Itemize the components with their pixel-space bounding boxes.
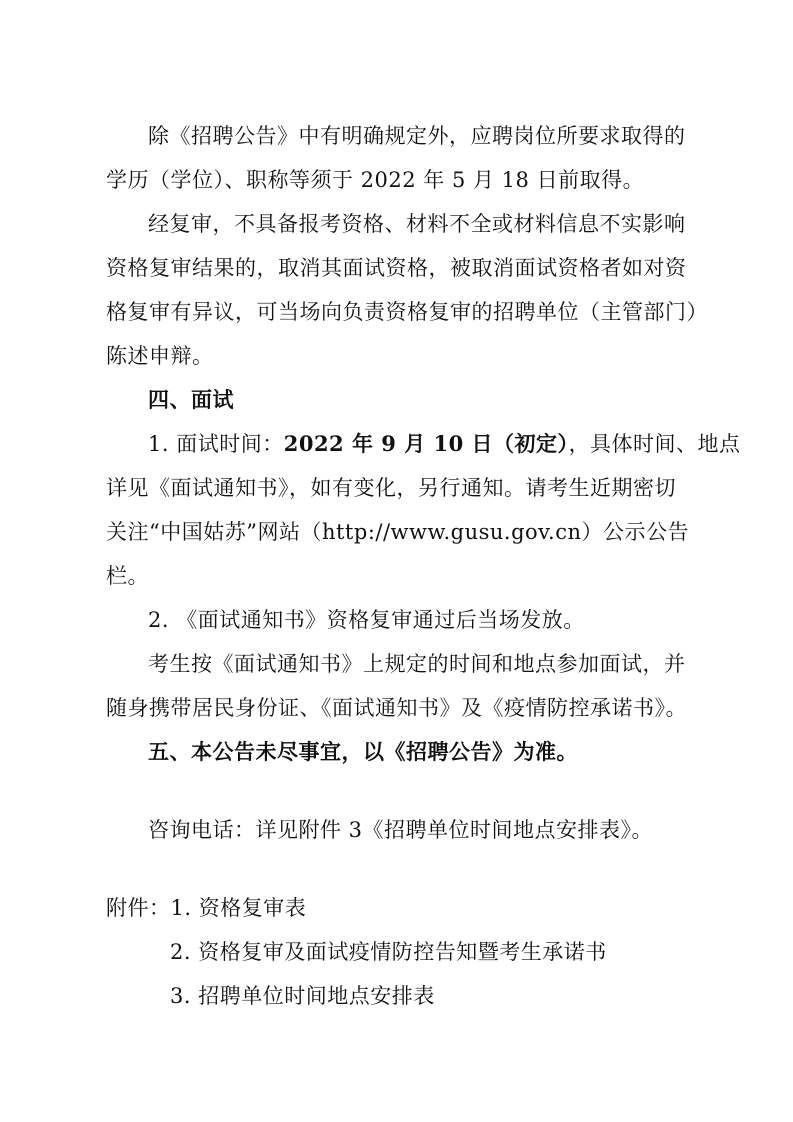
section-interview-heading: 四、面试 <box>148 388 234 412</box>
section-five-heading: 五、本公告未尽事宜，以《招聘公告》为准。 <box>148 740 578 764</box>
interview-date: 2022 年 9 月 10 日（初定） <box>283 431 569 456</box>
para-review-line-1: 经复审，不具备报考资格、材料不全或材料信息不实影响 <box>148 212 686 236</box>
attachment-item: 2. 资格复审及面试疫情防控告知暨考生承诺书 <box>170 940 607 964</box>
interview-item-2: 2. 《面试通知书》资格复审通过后当场发放。 <box>148 608 585 632</box>
consult-phone: 咨询电话：详见附件 3《招聘单位时间地点安排表》。 <box>148 818 654 842</box>
interview-item-1-prefix: 1. 面试时间： <box>148 432 284 456</box>
interview-item-1-line-4: 栏。 <box>106 564 149 588</box>
para-qualification-line-2: 学历（学位）、职称等须于 2022 年 5 月 18 日前取得。 <box>106 168 645 192</box>
attachment-item: 1. 资格复审表 <box>170 896 307 920</box>
attachments-row-1 <box>106 894 306 922</box>
attachment-item: 3. 招聘单位时间地点安排表 <box>170 984 435 1008</box>
para-review-line-4: 陈述申辩。 <box>106 344 214 368</box>
interview-item-1-suffix: ，具体时间、地点 <box>568 432 741 456</box>
para-qualification-line-1: 除《招聘公告》中有明确规定外，应聘岗位所要求取得的 <box>148 124 686 148</box>
para-review-line-2: 资格复审结果的，取消其面试资格，被取消面试资格者如对资 <box>106 256 687 280</box>
interview-item-1-line-1 <box>148 430 741 458</box>
para-bring-line-2: 随身携带居民身份证、《面试通知书》及《疫情防控承诺书》。 <box>106 696 687 720</box>
para-review-line-3: 格复审有异议，可当场向负责资格复审的招聘单位（主管部门） <box>106 300 708 324</box>
para-bring-line-1: 考生按《面试通知书》上规定的时间和地点参加面试，并 <box>148 652 686 676</box>
attachments-label: 附件： <box>106 896 171 920</box>
interview-item-1-line-3: 关注“中国姑苏”网站（http://www.gusu.gov.cn）公示公告 <box>106 520 690 544</box>
interview-item-1-line-2: 详见《面试通知书》，如有变化，另行通知。请考生近期密切 <box>106 476 676 500</box>
